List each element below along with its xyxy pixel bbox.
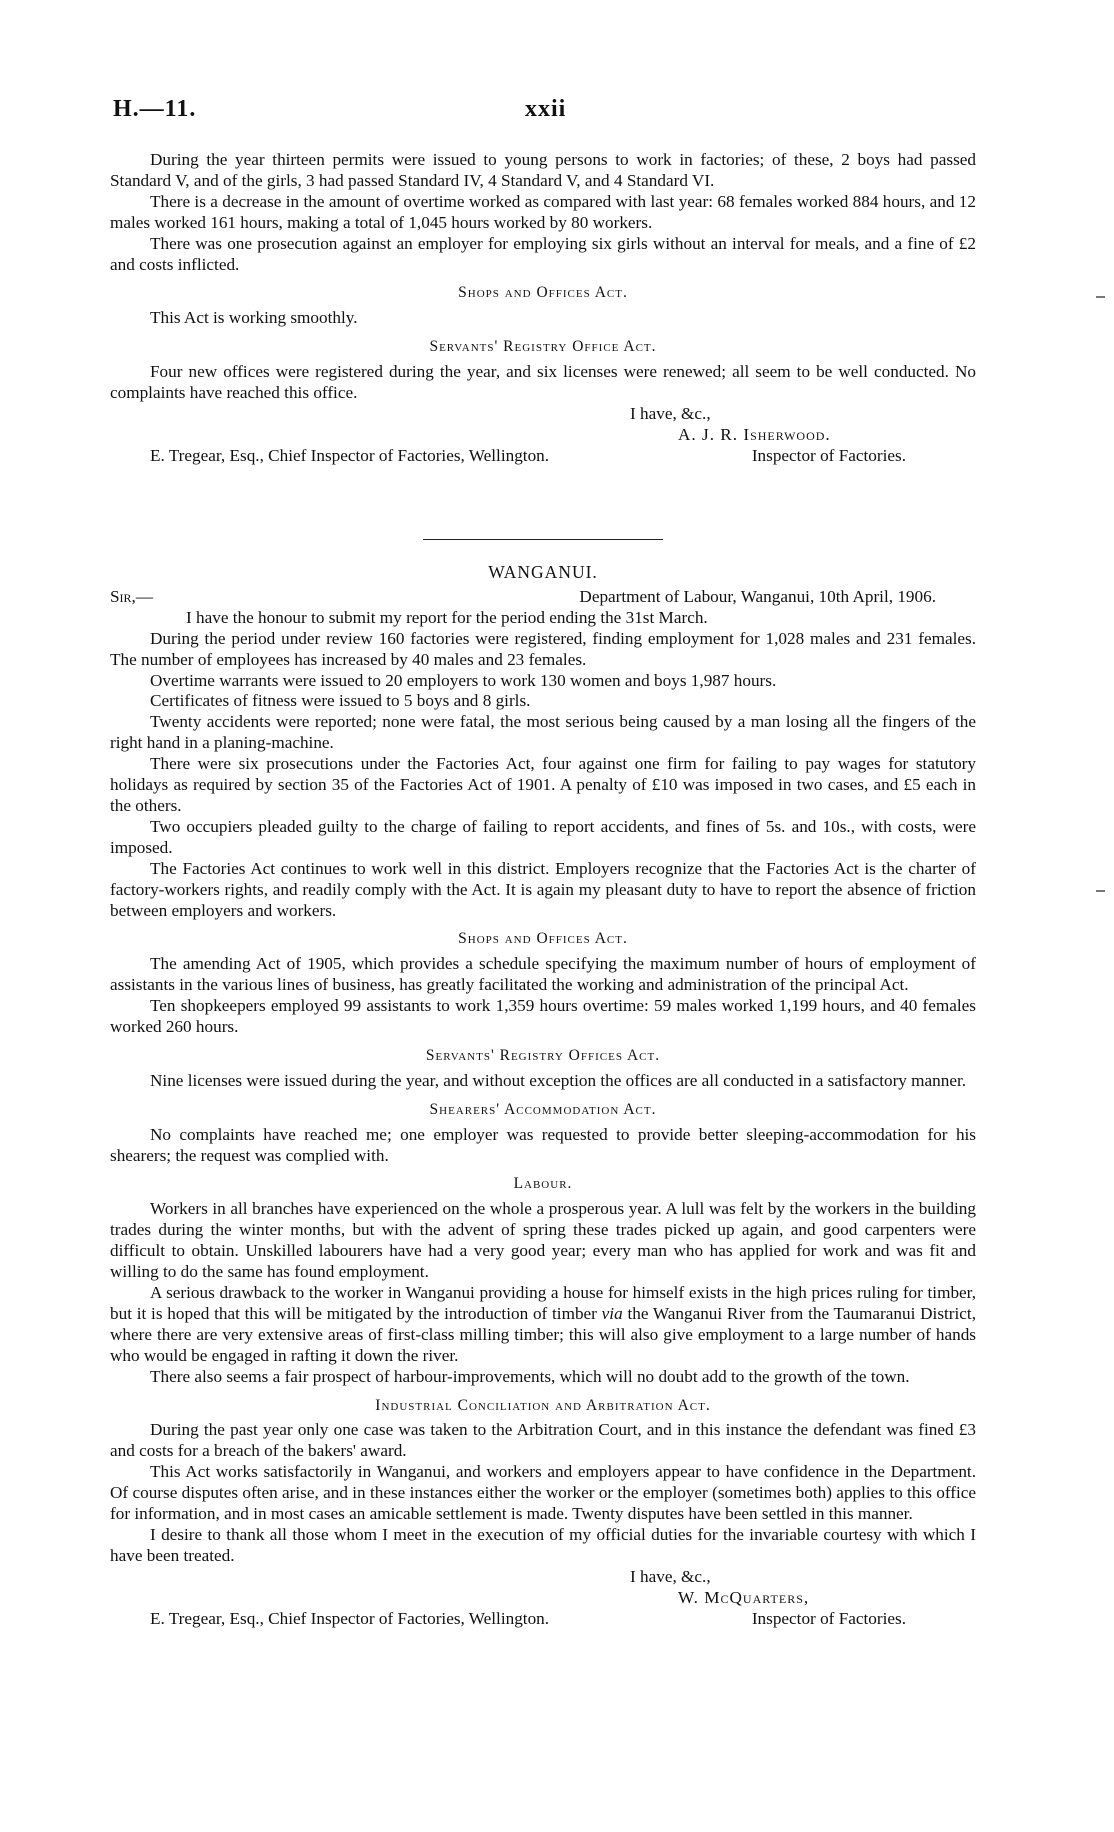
paragraph: There also seems a fair prospect of harbour-improvements, which will no doubt add to the growth of the town. xyxy=(150,1366,910,1386)
paragraph: Ten shopkeepers employed 99 assistants to work 1,359 hours overtime: 59 males worked 1,199 hours, and 40 females worked 260 hours. xyxy=(110,996,976,1037)
page-number: xxii xyxy=(525,96,567,122)
section-heading: Servants' Registry Office Act. xyxy=(429,338,657,356)
intro-line: I have the honour to submit my report for the period ending the 31st March. xyxy=(186,607,708,627)
signature-name: A. J. R. Isherwood. xyxy=(678,424,831,444)
address-line xyxy=(110,446,976,467)
closing-line: I have, &c., xyxy=(630,1566,711,1586)
margin-mark xyxy=(1096,890,1105,892)
signature-name: W. McQuarters, xyxy=(678,1587,810,1607)
paragraph: Nine licenses were issued during the year, and without exception the offices are all conducted in a satisfactory manner. xyxy=(150,1070,967,1090)
dateline: Department of Labour, Wanganui, 10th April, 1906. xyxy=(579,586,936,606)
margin-mark xyxy=(1096,296,1105,298)
signer-title: Inspector of Factories. xyxy=(751,1608,906,1628)
paragraph: I desire to thank all those whom I meet in the execution of my official duties for the invariable courtesy with which I have been treated. xyxy=(110,1524,976,1565)
signer-title: Inspector of Factories. xyxy=(751,445,906,465)
paragraph: This Act is working smoothly. xyxy=(150,308,358,328)
addressee: E. Tregear, Esq., Chief Inspector of Factories, Wellington. xyxy=(150,1608,550,1628)
text-run: the Wanganui River from the Taumaranui District, where there are very extensive areas of first-class milling timber; this will also give employment to a large number of hands who would be engaged in rafting it down the river. xyxy=(110,1303,976,1365)
section-heading: Industrial Conciliation and Arbitration Act. xyxy=(375,1396,711,1414)
address-line xyxy=(110,1609,976,1630)
section-heading: Shops and Offices Act. xyxy=(458,284,628,302)
addressee: E. Tregear, Esq., Chief Inspector of Factories, Wellington. xyxy=(150,445,550,465)
paragraph: Twenty accidents were reported; none were fatal, the most serious being caused by a man losing all the fingers of the right hand in a planing-machine. xyxy=(110,712,976,753)
paragraph: During the past year only one case was taken to the Arbitration Court, and in this instance the defendant was fined £3 and costs for a breach of the bakers' award. xyxy=(110,1420,976,1461)
paragraph: This Act works satisfactorily in Wanganui, and workers and employers appear to have confidence in the Department. Of course disputes often arise, and in these instances either the worker or the employer (sometimes both) applies to this office for information, and in most cases an amicable settlement is made. Twenty disputes have been settled in this manner. xyxy=(110,1462,976,1524)
paragraph: The amending Act of 1905, which provides a schedule specifying the maximum number of hours of employment of assistants in the various lines of business, has greatly facilitated the working and administration of the principal Act. xyxy=(110,954,976,995)
section-heading: Shearers' Accommodation Act. xyxy=(429,1100,657,1118)
report-place-heading: WANGANUI. xyxy=(488,562,598,582)
paragraph: Four new offices were registered during the year, and six licenses were renewed; all seem to be well conducted. No complaints have reached this office. xyxy=(110,362,976,403)
salutation: Sir,— xyxy=(110,586,154,606)
salutation-row xyxy=(110,587,976,608)
section-divider xyxy=(423,539,663,540)
paragraph: The Factories Act continues to work well in this district. Employers recognize that the Factories Act is the charter of factory-workers rights, and readily comply with the Act. It is again my pleasant duty to have to report the absence of friction between employers and workers. xyxy=(110,858,976,920)
paragraph: Certificates of fitness were issued to 5 boys and 8 girls. xyxy=(150,691,531,711)
paragraph: There were six prosecutions under the Factories Act, four against one firm for failing to pay wages for statutory holidays as required by section 35 of the Factories Act of 1901. A penalty of £10 was imposed in two cases, and £5 each in the others. xyxy=(110,754,976,815)
paragraph: During the period under review 160 factories were registered, finding employment for 1,028 males and 231 females. The number of employees has increased by 40 males and 23 females. xyxy=(110,628,976,669)
paragraph: Two occupiers pleaded guilty to the charge of failing to report accidents, and fines of 5s. and 10s., with costs, were imposed. xyxy=(110,816,976,857)
paragraph: Overtime warrants were issued to 20 employers to work 130 women and boys 1,987 hours. xyxy=(150,670,777,690)
paragraph: There was one prosecution against an employer for employing six girls without an interval for meals, and a fine of £2 and costs inflicted. xyxy=(110,233,976,274)
paragraph: During the year thirteen permits were issued to young persons to work in factories; of these, 2 boys had passed Standard V, and of the girls, 3 had passed Standard IV, 4 Standard V, and 4 Standard VI. xyxy=(110,150,976,190)
closing-line: I have, &c., xyxy=(630,403,711,423)
section-heading: Labour. xyxy=(513,1175,573,1193)
paragraph: There is a decrease in the amount of overtime worked as compared with last year: 68 females worked 884 hours, and 12 males worked 161 hours, making a total of 1,045 hours worked by 80 workers. xyxy=(110,191,976,232)
section-heading: Servants' Registry Offices Act. xyxy=(425,1046,661,1064)
paragraph: No complaints have reached me; one employer was requested to provide better sleeping-accommodation for his shearers; the request was complied with. xyxy=(110,1124,976,1165)
report-wanganui xyxy=(110,513,976,1630)
document-reference: H.—11. xyxy=(113,96,197,122)
paragraph xyxy=(110,1283,976,1367)
report-isherwood xyxy=(110,150,976,467)
paragraph: Workers in all branches have experienced on the whole a prosperous year. A lull was felt by the workers in the building trades during the winter months, but with the advent of spring these trades picked up again, and good carpenters were difficult to obtain. Unskilled labourers have had a very good year; every man who has applied for work and was fit and willing to do the same has found employment. xyxy=(110,1199,976,1282)
section-heading: Shops and Offices Act. xyxy=(458,930,628,948)
text-run: A serious drawback to the worker in Wanganui providing a house for himself exists in the high prices ruling for timber, but it is hoped that this will be mitigated by the introduction of timber xyxy=(110,1283,976,1323)
italic-word: via xyxy=(601,1303,623,1323)
